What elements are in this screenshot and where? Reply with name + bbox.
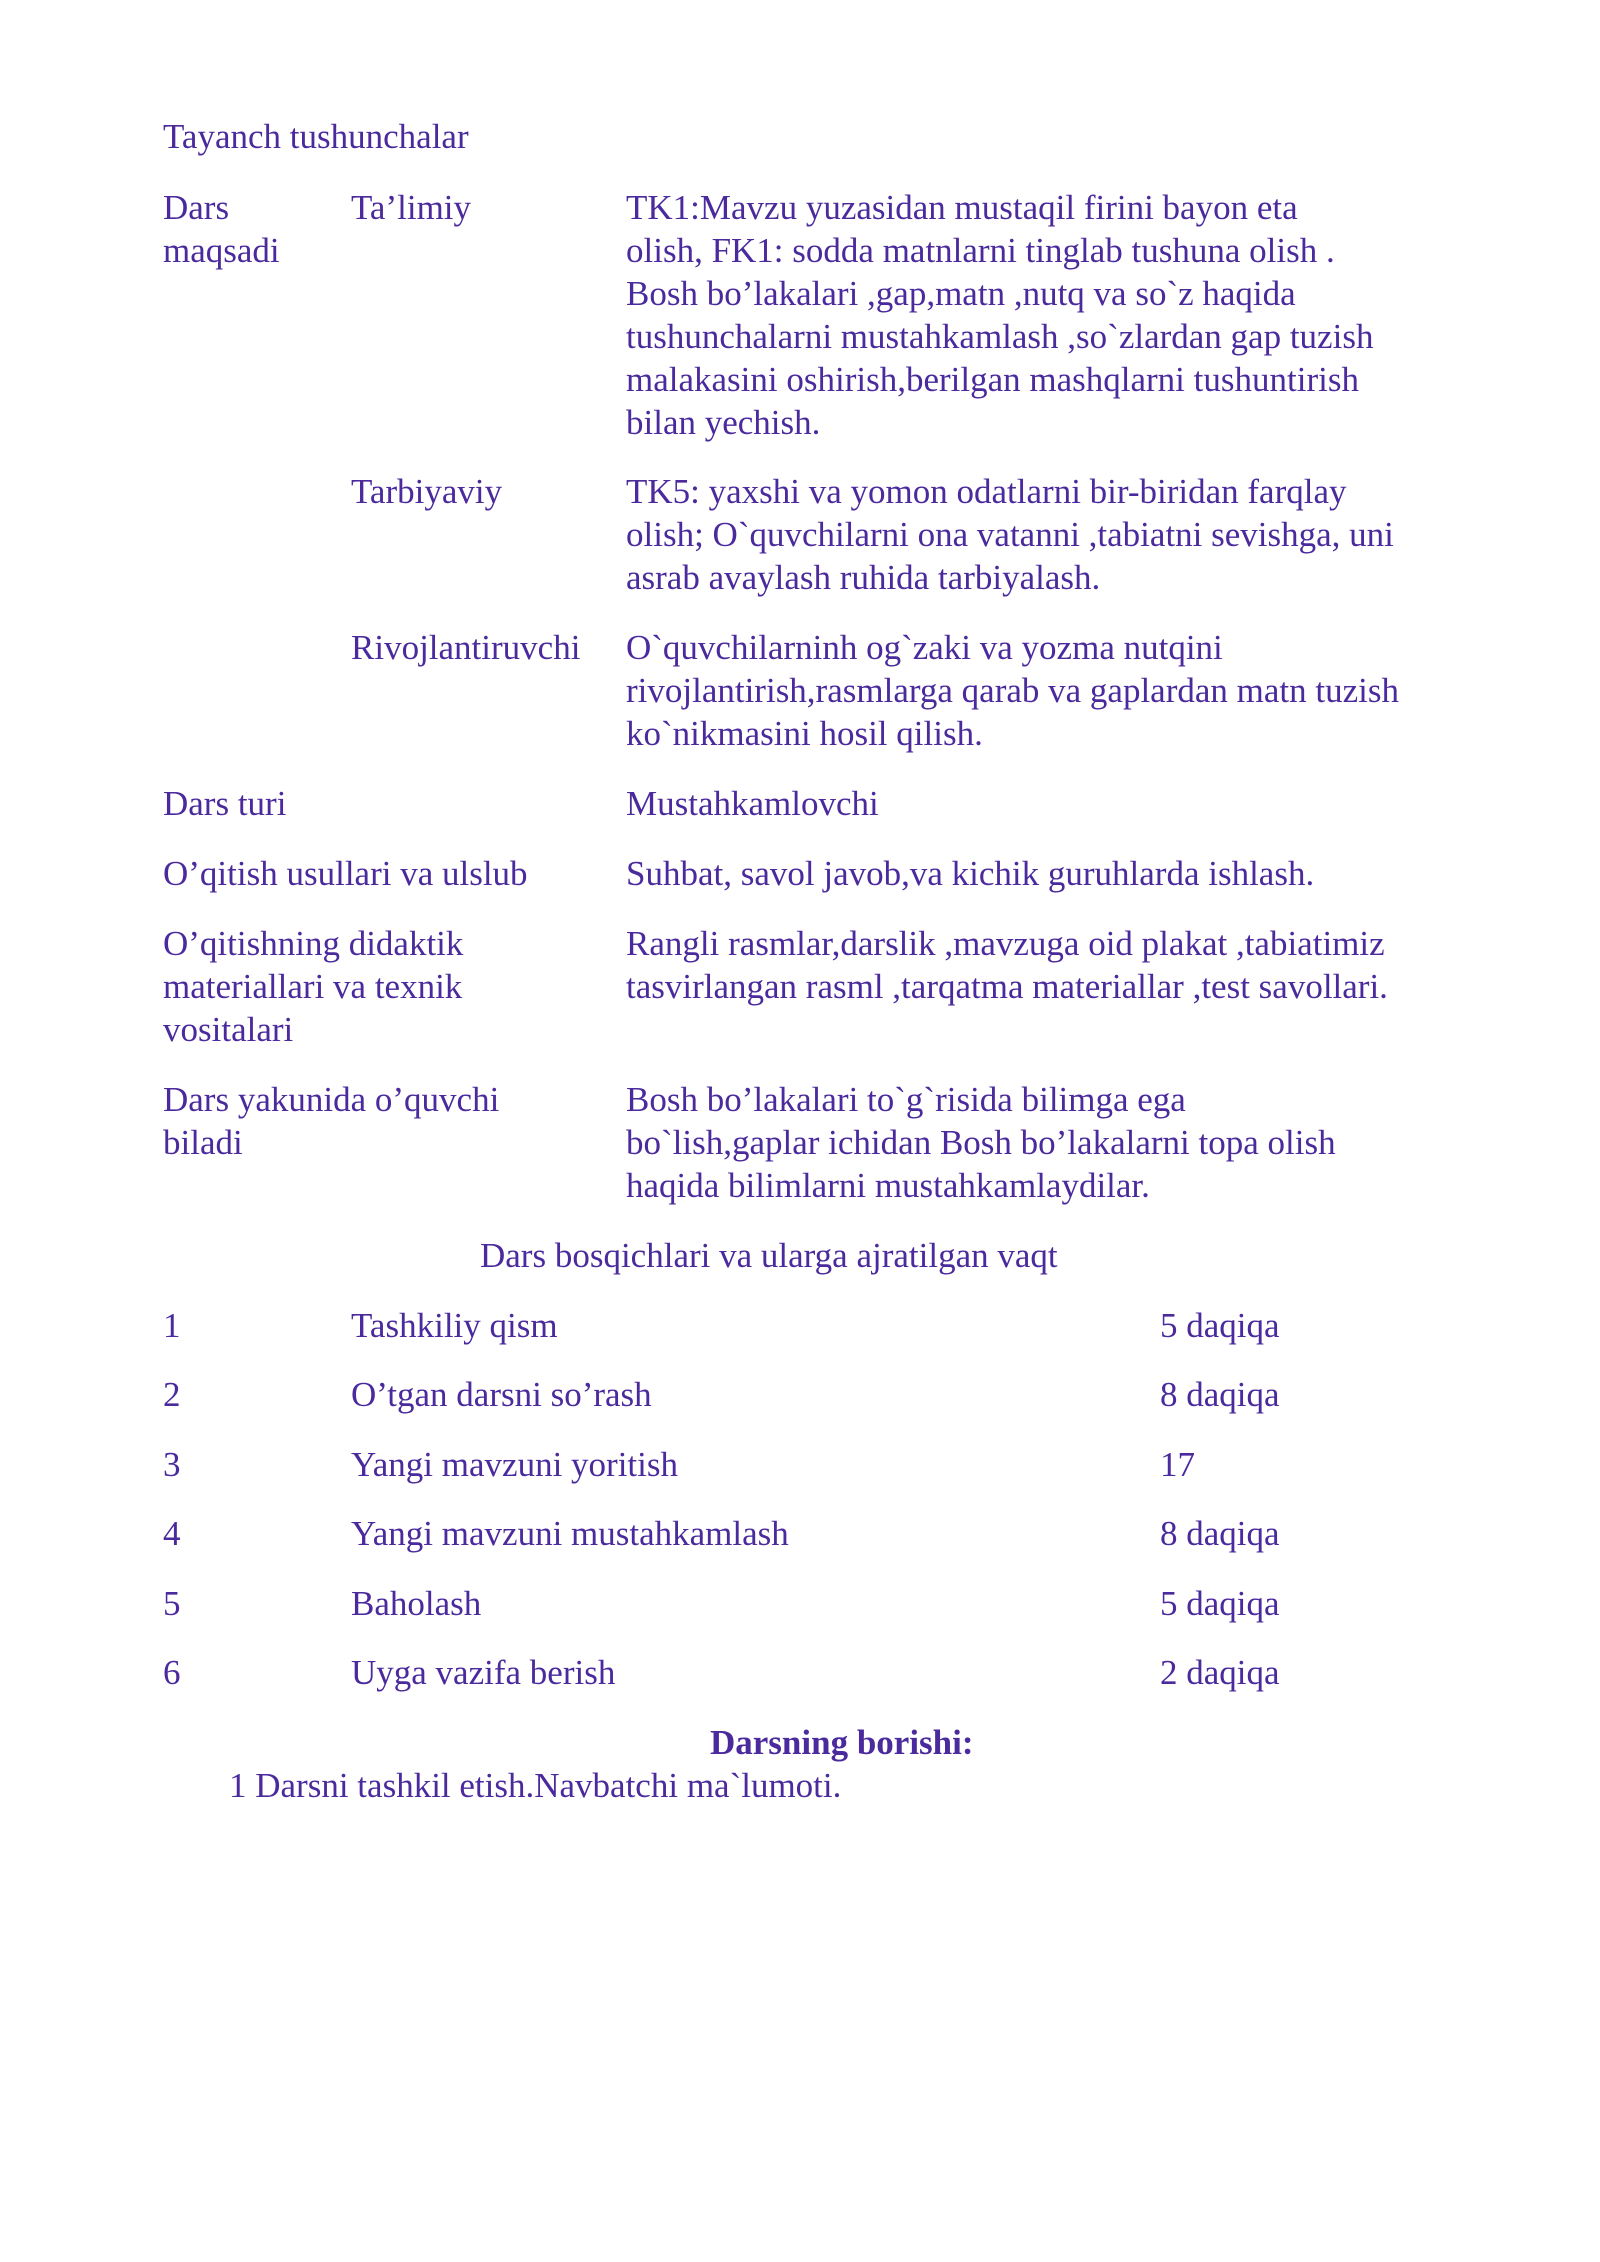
- stage-name: O’tgan darsni so’rash: [351, 1375, 652, 1414]
- stage-name: Tashkiliy qism: [351, 1306, 558, 1345]
- stage-name: Uyga vazifa berish: [351, 1653, 616, 1692]
- objectives-label: Dars maqsadi: [163, 188, 280, 270]
- stage-time: 5 daqiqa: [1160, 1584, 1280, 1623]
- materiallar-value: Rangli rasmlar,darslik ,mavzuga oid plakat ,tabiatimiz tasvirlangan rasml ,tarqatma materiallar ,test savollari.: [626, 924, 1388, 1006]
- tarbiyaviy-label: Tarbiyaviy: [351, 472, 503, 511]
- dars-turi-value: Mustahkamlovchi: [626, 784, 879, 823]
- stage-time: 8 daqiqa: [1160, 1375, 1280, 1414]
- stage-number: 6: [163, 1653, 181, 1692]
- stage-number: 3: [163, 1445, 181, 1484]
- dars-turi-label: Dars turi: [163, 784, 287, 823]
- yakun-value: Bosh bo’lakalari to`g`risida bilimga ega bo`lish,gaplar ichidan Bosh bo’lakalarni topa olish haqida bilimlarni mustahkamlaydilar.: [626, 1080, 1336, 1205]
- stage-number: 1: [163, 1306, 181, 1345]
- progress-first-item: 1 Darsni tashkil etish.Navbatchi ma`lumoti.: [229, 1766, 842, 1805]
- yakun-label: Dars yakunida o’quvchi biladi: [163, 1080, 500, 1162]
- page-heading: Tayanch tushunchalar: [163, 117, 469, 156]
- rivojlantiruvchi-text: O`quvchilarninh og`zaki va yozma nutqini rivojlantirish,rasmlarga qarab va gaplardan matn tuzish ko`nikmasini hosil qilish.: [626, 628, 1399, 753]
- stages-title: Dars bosqichlari va ularga ajratilgan vaqt: [480, 1236, 1058, 1275]
- stage-number: 2: [163, 1375, 181, 1414]
- talimiy-label: Ta’limiy: [351, 188, 472, 227]
- stage-number: 4: [163, 1514, 181, 1553]
- usullar-label: O’qitish usullari va ulslub: [163, 854, 528, 893]
- materiallar-label: O’qitishning didaktik materiallari va texnik vositalari: [163, 924, 464, 1049]
- stage-time: 8 daqiqa: [1160, 1514, 1280, 1553]
- progress-title: Darsning borishi:: [710, 1723, 974, 1762]
- stage-name: Baholash: [351, 1584, 482, 1623]
- rivojlantiruvchi-label: Rivojlantiruvchi: [351, 628, 581, 667]
- stage-name: Yangi mavzuni yoritish: [351, 1445, 678, 1484]
- talimiy-text: TK1:Mavzu yuzasidan mustaqil firini bayon eta olish, FK1: sodda matnlarni tinglab tushuna olish . Bosh bo’lakalari ,gap,matn ,nutq va so`z haqida tushunchalarni mustahkamlash ,so`zlardan gap tuzish malakasini oshirish,berilgan mashqlarni tushuntirish bilan yechish.: [626, 188, 1374, 442]
- stage-time: 2 daqiqa: [1160, 1653, 1280, 1692]
- stage-number: 5: [163, 1584, 181, 1623]
- stage-time: 5 daqiqa: [1160, 1306, 1280, 1345]
- stage-time: 17: [1160, 1445, 1195, 1484]
- stage-name: Yangi mavzuni mustahkamlash: [351, 1514, 789, 1553]
- usullar-value: Suhbat, savol javob,va kichik guruhlarda ishlash.: [626, 854, 1315, 893]
- tarbiyaviy-text: TK5: yaxshi va yomon odatlarni bir-biridan farqlay olish; O`quvchilarni ona vatanni ,tabiatni sevishga, uni asrab avaylash ruhida tarbiyalash.: [626, 472, 1394, 597]
